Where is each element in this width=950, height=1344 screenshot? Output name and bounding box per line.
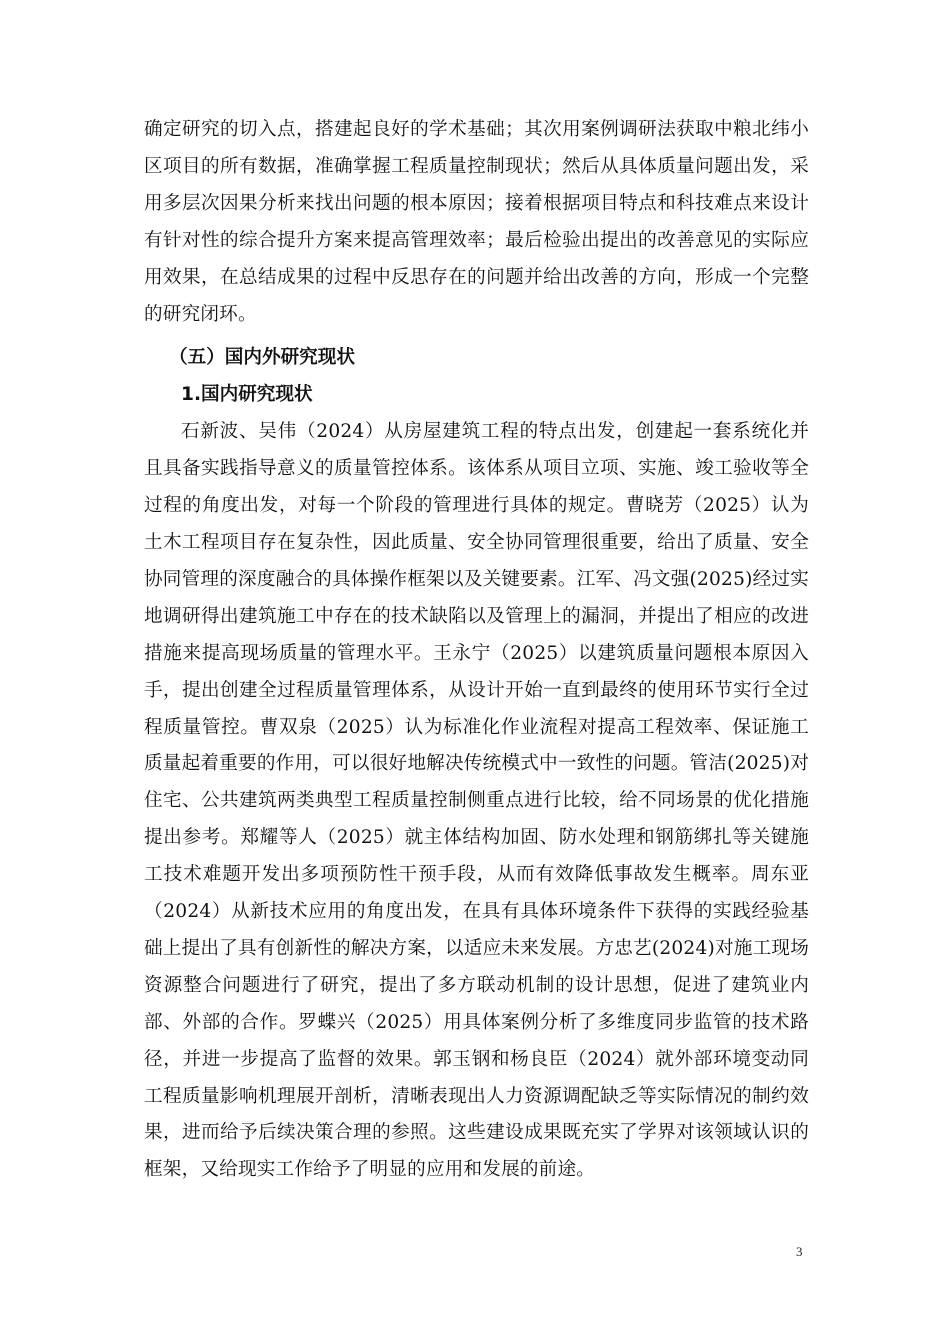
page-number: 3 [796, 1244, 803, 1259]
intro-paragraph: 确定研究的切入点，搭建起良好的学术基础；其次用案例调研法获取中粮北纬小区项目的所有数据，准确掌握工程质量控制现状；然后从具体质量问题出发，采用多层次因果分析来找出问题的根本原因；接着根据项目特点和科技难点来设计有针对性的综合提升方案来提高管理效率；最后检验出提出的改善意见的实际应用效果，在总结成果的过程中反思存在的问题并给出改善的方向，形成一个完整的研究闭环。 [144, 119, 809, 325]
subsection-heading: 1.国内研究现状 [181, 384, 313, 406]
page-body [144, 112, 809, 1189]
body-paragraph: 石新波、吴伟（2024）从房屋建筑工程的特点出发，创建起一套系统化并且具备实践指导意义的质量管控体系。该体系从项目立项、实施、竣工验收等全过程的角度出发，对每一个阶段的管理进行具体的规定。曹晓芳（2025）认为土木工程项目存在复杂性，因此质量、安全协同管理很重要，给出了质量、安全协同管理的深度融合的具体操作框架以及关键要素。江军、冯文强(2025)经过实地调研得出建筑施工中存在的技术缺陷以及管理上的漏洞，并提出了相应的改进措施来提高现场质量的管理水平。王永宁（2025）以建筑质量问题根本原因入手，提出创建全过程质量管理体系，从设计开始一直到最终的使用环节实行全过程质量管控。曹双泉（2025）认为标准化作业流程对提高工程效率、保证施工质量起着重要的作用，可以很好地解决传统模式中一致性的问题。管洁(2025)对住宅、公共建筑两类典型工程质量控制侧重点进行比较，给不同场景的优化措施提出参考。郑耀等人（2025）就主体结构加固、防水处理和钢筋绑扎等关键施工技术难题开发出多项预防性干预手段，从而有效降低事故发生概率。周东亚（2024）从新技术应用的角度出发，在具有具体环境条件下获得的实践经验基础上提出了具有创新性的解决方案，以适应未来发展。方忠艺(2024)对施工现场资源整合问题进行了研究，提出了多方联动机制的设计思想，促进了建筑业内部、外部的合作。罗蝶兴（2025）用具体案例分析了多维度同步监管的技术路径，并进一步提高了监督的效果。郭玉钢和杨良臣（2024）就外部环境变动同工程质量影响机理展开剖析，清晰表现出人力资源调配缺乏等实际情况的制约效果，进而给予后续决策合理的参照。这些建设成果既充实了学界对该领域认识的框架，又给现实工作给予了明显的应用和发展的前途。 [144, 421, 809, 1181]
section-heading: （五）国内外研究现状 [169, 347, 355, 369]
